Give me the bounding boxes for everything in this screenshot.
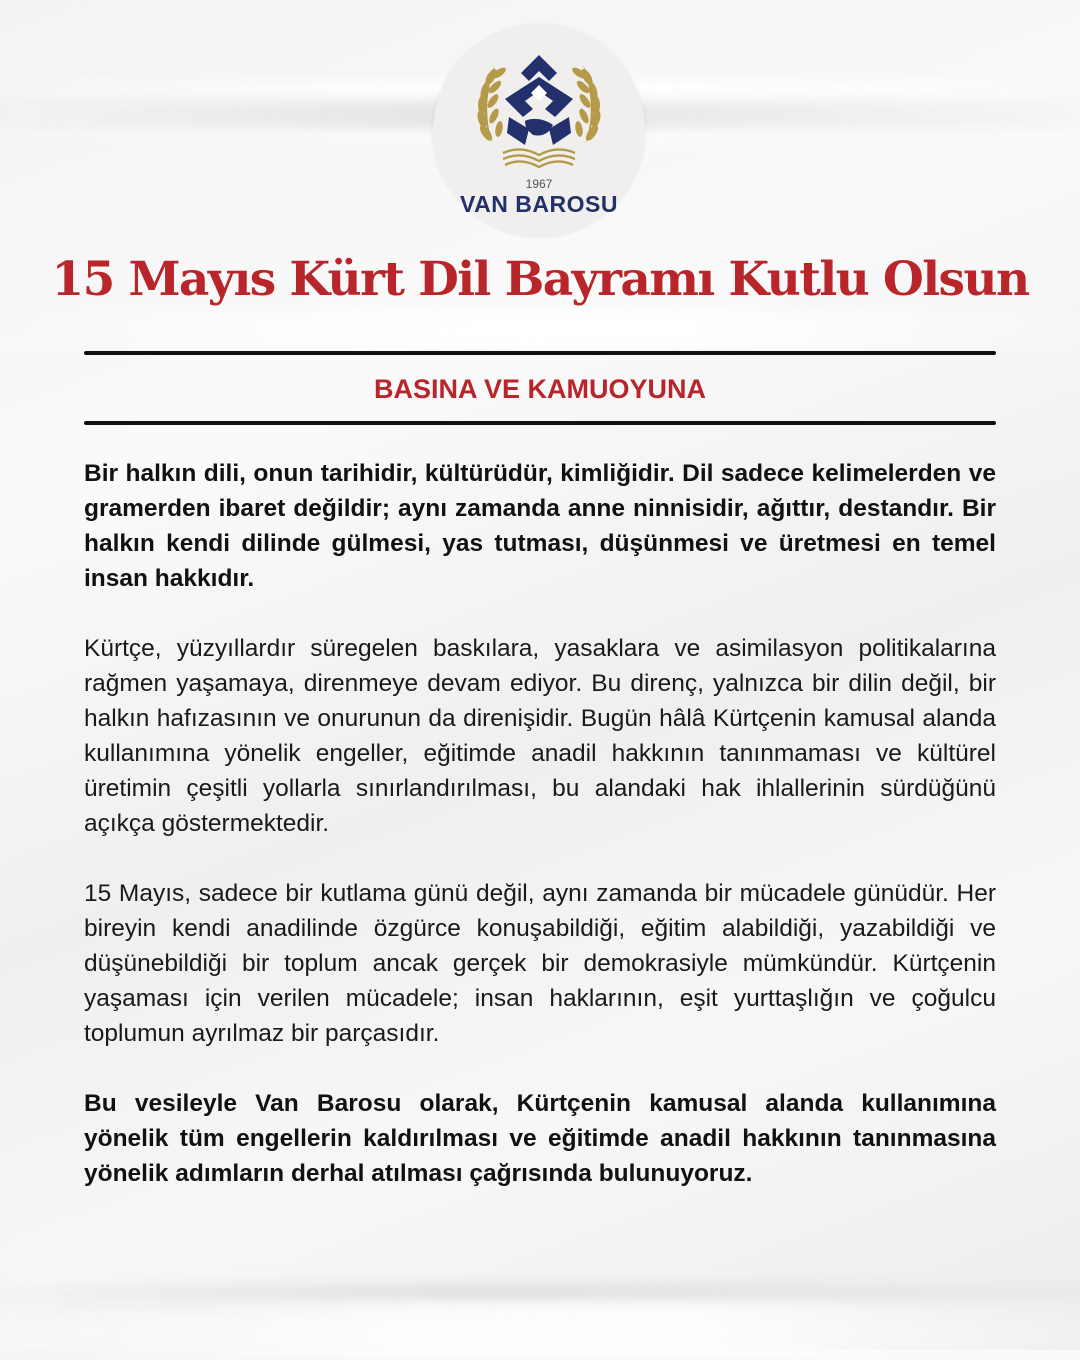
paragraph-call: Bu vesileyle Van Barosu olarak, Kürtçenin kamusal alanda kullanımına yönelik tüm engellerin kaldırılması ve eğitimde anadil hakkının tanınmasına yönelik adımların derhal atılması çağrısında bulunuyoruz. [84,1090,996,1187]
paragraph-struggle: 15 Mayıs, sadece bir kutlama günü değil, aynı zamanda bir mücadele günüdür. Her bireyin kendi anadilinde özgürce konuşabildiği, eğitim alabildiği, yazabildiği ve düşünebildiği bir toplum ancak gerçek bir demokrasiyle mümkündür. Kürtçenin yaşaması için verilen mücadele; insan haklarının, eşit yurttaşlığın ve çoğulcu toplumun ayrılmaz bir parçasıdır. [84,880,996,1047]
bottom-divider [84,421,996,425]
statement-body [84,456,996,1226]
logo-name: VAN BAROSU [460,191,618,217]
van-barosu-logo [433,25,645,237]
background-streak [0,310,1080,350]
section-heading: BASINA VE KAMUOYUNA [373,374,706,404]
paragraph-intro: Bir halkın dili, onun tarihidir, kültürüdür, kimliğidir. Dil sadece kelimelerden ve gramerden ibaret değildir; aynı zamanda anne ninnisidir, ağıttır, destandır. Bir halkın kendi dilinde gülmesi, yas tutması, düşünmesi ve üretmesi en temel insan hakkıdır. [84,460,996,592]
logo-year: 1967 [525,177,553,191]
top-divider [84,351,996,355]
page-title: 15 Mayıs Kürt Dil Bayramı Kutlu Olsun [51,252,1029,307]
paragraph-resistance: Kürtçe, yüzyıllardır süregelen baskılara, yasaklara ve asimilasyon politikalarına rağmen yaşamaya, direnmeye devam ediyor. Bu direnç, yalnızca bir dilin değil, bir halkın hafızasının ve onurunun da direnişidir. Bugün hâlâ Kürtçenin kamusal alanda kullanımına yönelik engeller, eğitimde anadil hakkının tanınmaması ve kültürel üretimin çeşitli yollarla sınırlandırılması, bu alandaki hak ihlallerinin sürdüğünü açıkça göstermektedir. [84,635,996,837]
background-streak [0,1300,1080,1360]
